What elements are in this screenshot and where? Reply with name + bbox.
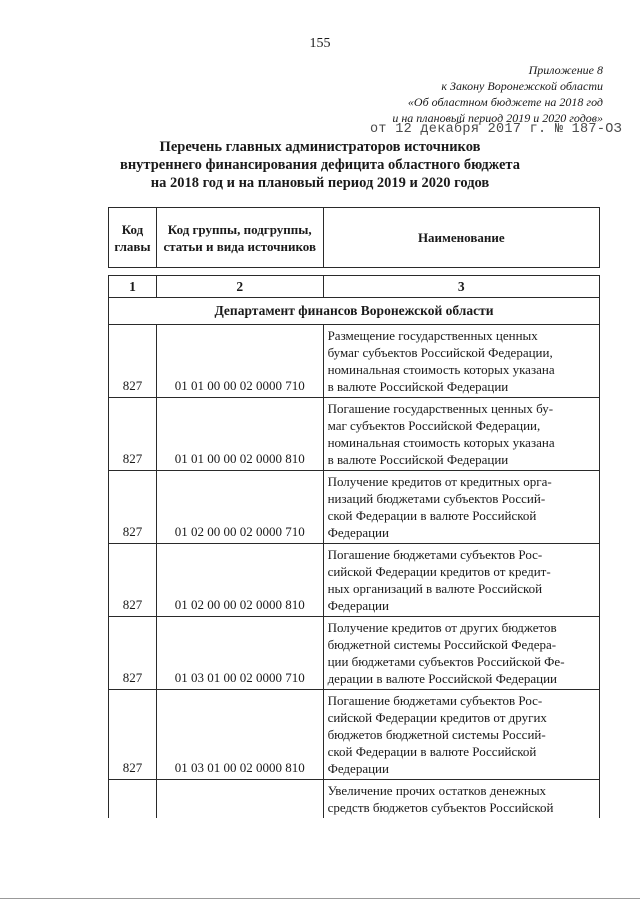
chapter-code-cell: 827: [109, 471, 157, 544]
source-code-cell: 01 03 01 00 02 0000 710: [157, 617, 324, 690]
name-line: Размещение государственных ценных: [327, 328, 538, 343]
name-cell: [324, 398, 600, 471]
header-source-code: Код группы, подгруппы, статьи и вида источников: [157, 208, 324, 268]
chapter-code-cell: 827: [109, 690, 157, 780]
name-line: в валюте Российской Федерации: [327, 452, 509, 467]
appendix-line-2: к Закону Воронежской области: [441, 79, 603, 93]
name-line: Федерации: [327, 598, 389, 613]
appendix-note: [392, 62, 603, 126]
administrators-table: [108, 207, 600, 818]
name-cell: [324, 780, 600, 818]
document-title: [0, 138, 640, 192]
title-line-2: внутреннего финансирования дефицита областного бюджета: [120, 157, 520, 173]
table-row: [108, 690, 600, 780]
title-line-3: на 2018 год и на плановый период 2019 и 2020 годов: [150, 175, 490, 191]
name-line: маг субъектов Российской Федерации,: [327, 418, 541, 433]
name-line: Увеличение прочих остатков денежных: [327, 783, 547, 798]
table-row: [108, 398, 600, 471]
table-row: [108, 471, 600, 544]
source-code-cell: 01 01 00 00 02 0000 810: [157, 398, 324, 471]
chapter-code-cell: 827: [109, 325, 157, 398]
table-row: [108, 617, 600, 690]
header-chapter-code: Код главы: [109, 208, 157, 268]
name-line: Погашение государственных ценных бу-: [327, 401, 554, 416]
name-cell: [324, 471, 600, 544]
table-row: [108, 780, 600, 818]
name-line: Погашение бюджетами субъектов Рос-: [327, 547, 543, 562]
name-cell: [324, 690, 600, 780]
name-line: Получение кредитов от кредитных орга-: [327, 474, 552, 489]
chapter-code-cell: 827: [109, 617, 157, 690]
column-number-2: 2: [157, 276, 324, 298]
name-line: сийской Федерации кредитов от кредит-: [327, 564, 551, 579]
name-line: средств бюджетов субъектов Российской: [327, 800, 554, 815]
appendix-line-1: Приложение 8: [528, 63, 603, 77]
name-line: Погашение бюджетами субъектов Рос-: [327, 693, 543, 708]
name-line: ных организаций в валюте Российской: [327, 581, 543, 596]
title-line-1: Перечень главных администраторов источников: [159, 139, 481, 155]
name-line: Федерации: [327, 761, 389, 776]
name-line: ции бюджетами субъектов Российской Фе-: [327, 654, 565, 669]
column-number-3: 3: [324, 276, 600, 298]
name-line: ской Федерации в валюте Российской: [327, 744, 537, 759]
name-cell: [324, 544, 600, 617]
name-cell: [324, 325, 600, 398]
name-line: в валюте Российской Федерации: [327, 379, 509, 394]
chapter-code-cell: 827: [109, 544, 157, 617]
name-line: Получение кредитов от других бюджетов: [327, 620, 557, 635]
chapter-code-cell: 827: [109, 398, 157, 471]
name-cell: [324, 617, 600, 690]
name-line: номинальная стоимость которых указана: [327, 362, 555, 377]
source-code-cell: [157, 780, 324, 818]
name-line: сийской Федерации кредитов от других: [327, 710, 547, 725]
source-code-cell: 01 02 00 00 02 0000 810: [157, 544, 324, 617]
column-number-row: [108, 275, 600, 298]
name-line: бумаг субъектов Российской Федерации,: [327, 345, 553, 360]
appendix-line-3: «Об областном бюджете на 2018 год: [407, 95, 603, 109]
header-name: Наименование: [324, 208, 600, 268]
table-body: [108, 325, 600, 818]
source-code-cell: 01 02 00 00 02 0000 710: [157, 471, 324, 544]
source-code-cell: 01 03 01 00 02 0000 810: [157, 690, 324, 780]
name-line: Федерации: [327, 525, 389, 540]
registration-stamp: от 12 декабря 2017 г. № 187-ОЗ: [370, 122, 623, 137]
name-line: номинальная стоимость которых указана: [327, 435, 555, 450]
header-gap: [108, 268, 600, 275]
name-line: ской Федерации в валюте Российской: [327, 508, 537, 523]
appendix-line-4: и на плановый период 2019 и 2020 годов»: [392, 111, 603, 125]
page-bottom-edge: [0, 898, 640, 899]
table-row: [108, 325, 600, 398]
column-number-1: 1: [109, 276, 157, 298]
name-line: дерации в валюте Российской Федерации: [327, 671, 558, 686]
table-row: [108, 544, 600, 617]
department-heading: Департамент финансов Воронежской области: [108, 298, 600, 325]
page-number: 155: [309, 36, 331, 51]
name-line: низаций бюджетами субъектов Россий-: [327, 491, 546, 506]
table-header-row: [108, 207, 600, 268]
name-line: бюджетной системы Российской Федера-: [327, 637, 557, 652]
source-code-cell: 01 01 00 00 02 0000 710: [157, 325, 324, 398]
name-line: бюджетов бюджетной системы Россий-: [327, 727, 546, 742]
chapter-code-cell: [109, 780, 157, 818]
